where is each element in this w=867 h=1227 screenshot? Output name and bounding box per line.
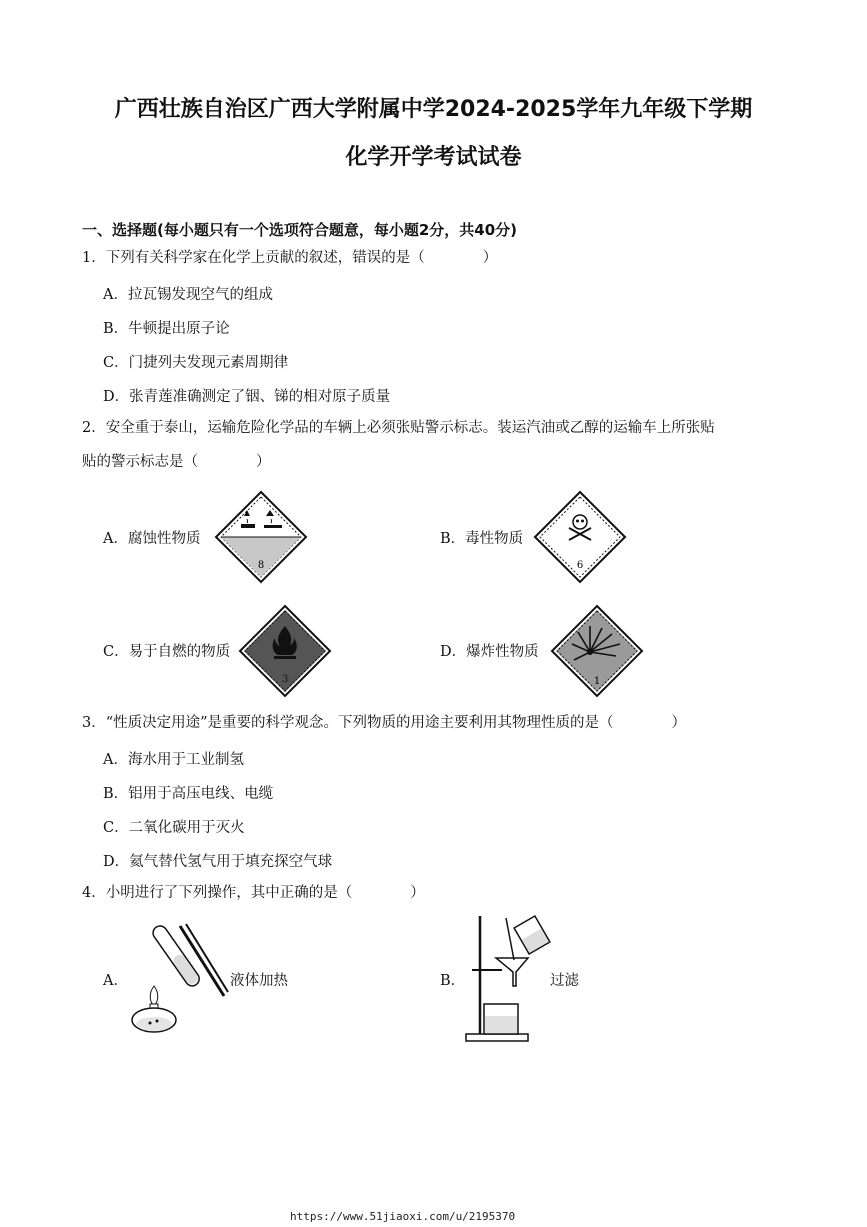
- question-1-stem: 1．下列有关科学家在化学上贡献的叙述，错误的是（ ）: [82, 250, 498, 266]
- explosive-sign-number: 1: [593, 676, 601, 687]
- toxic-sign-number: 6: [576, 560, 584, 571]
- question-2-stem-line2: 贴的警示标志是（ ）: [82, 454, 271, 470]
- question-2-option-d: D．爆炸性物质: [440, 644, 539, 660]
- question-1-option-b: B．牛顿提出原子论: [103, 321, 230, 337]
- filtration-apparatus-icon: [462, 910, 557, 1045]
- question-2-option-a: A．腐蚀性物质: [103, 531, 201, 547]
- question-2-option-c: C．易于自燃的物质: [103, 644, 231, 660]
- question-3-option-b: B．铝用于高压电线、电缆: [103, 786, 274, 802]
- flammable-sign-icon: [238, 604, 332, 698]
- question-1-option-a: A．拉瓦锡发现空气的组成: [103, 287, 273, 303]
- question-4-stem: 4．小明进行了下列操作，其中正确的是（ ）: [82, 885, 425, 901]
- question-4-option-b-label: 过滤: [550, 973, 579, 989]
- explosive-sign-icon: [550, 604, 644, 698]
- question-4-option-b-letter: B．: [440, 973, 466, 989]
- heating-liquid-apparatus-icon: [124, 920, 234, 1035]
- flammable-sign-number: 3: [281, 674, 289, 685]
- question-2-option-b: B．毒性物质: [440, 531, 524, 547]
- question-3-option-a: A．海水用于工业制氢: [103, 752, 244, 768]
- footer-url[interactable]: https://www.51jiaoxi.com/u/2195370: [290, 1210, 516, 1223]
- corrosive-sign-number: 8: [257, 560, 265, 571]
- question-4-option-a-letter: A．: [103, 973, 128, 989]
- page-title-line1: 广西壮族自治区广西大学附属中学2024-2025学年九年级下学期: [114, 97, 753, 122]
- question-2-stem-line1: 2．安全重于泰山，运输危险化学品的车辆上必须张贴警示标志。装运汽油或乙醇的运输车上所张贴: [82, 420, 715, 436]
- page-title-line2: 化学开学考试试卷: [345, 145, 522, 170]
- corrosive-sign-icon: [214, 490, 308, 584]
- question-4-option-a-label: 液体加热: [230, 973, 288, 989]
- toxic-sign-icon: [533, 490, 627, 584]
- question-3-option-c: C．二氧化碳用于灭火: [103, 820, 245, 836]
- question-3-stem: 3．“性质决定用途”是重要的科学观念。下列物质的用途主要利用其物理性质的是（ ）: [82, 715, 687, 731]
- section-heading: 一、选择题(每小题只有一个选项符合题意，每小题2分，共40分): [82, 221, 518, 239]
- question-1-option-d: D．张青莲准确测定了铟、锑的相对原子质量: [103, 389, 391, 405]
- question-3-option-d: D．氦气替代氢气用于填充探空气球: [103, 854, 333, 870]
- question-1-option-c: C．门捷列夫发现元素周期律: [103, 355, 289, 371]
